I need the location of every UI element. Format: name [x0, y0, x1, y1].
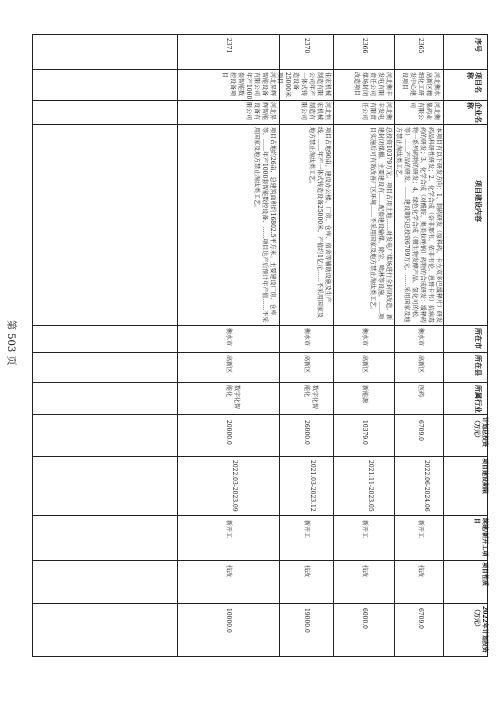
row-2366-nature2: 技改 [361, 565, 368, 578]
row-2366-plan: 6000.0 [361, 608, 368, 629]
row-divider [279, 34, 280, 657]
header-divider [443, 34, 444, 657]
col-divider [32, 382, 488, 383]
row-2370-seq: 2370 [303, 38, 310, 54]
row-2365-period: 2022.06-2024.06 [423, 460, 430, 512]
row-2370-plan: 19000.0 [303, 608, 310, 633]
row-2366-period: 2021.11-2023.05 [367, 460, 374, 512]
row-2365-nature2: 技改 [417, 565, 424, 578]
col-divider [32, 456, 488, 457]
row-2370-content: 项目占地90亩。建设办公楼、厂房、仓库、宿舍等辅助设施及生产线，……年产一体式铸造设备25000米，产值约1亿元……不采用国家及地方禁止淘汰类工艺。 [308, 127, 331, 318]
row-2370-company: 河北恒宏机械制造有限公司 [300, 102, 331, 121]
row-2370-city: 衡水市 [303, 328, 310, 347]
header-industry: 所属行业 [474, 385, 483, 413]
row-2370-county: 高新区 [303, 355, 310, 374]
header-city: 所在市 [474, 328, 483, 349]
row-2370-industry: 数字化智能化 [303, 385, 318, 410]
row-2365-company: 河北衡集药业有限公司 [409, 102, 440, 121]
row-2365-nature: 新开工 [417, 520, 424, 539]
row-2371-plan: 10000.0 [225, 608, 232, 633]
header-county: 所在县 [474, 355, 483, 376]
row-2371-industry: 数字化智能化 [225, 385, 240, 410]
row-2366-company: 河北衡丰发电有限责任公司 [361, 102, 392, 121]
row-2371-county: 高新区 [225, 355, 232, 374]
col-divider [32, 124, 488, 125]
table-border-bottom [32, 656, 488, 657]
row-2365-industry: 医药 [417, 385, 424, 398]
row-2371-nature: 新开工 [225, 520, 232, 539]
row-2365-content: 本项目有以下研发方向：1、制药研发（原料药、卡左双多巴缓释片）研发药品科研性研发；2、化学合成（奈非那韦、依非韦伦、恩替卡韦）抗病毒药的研发；3、化学合成（对酰胺、奥美拉唑钠）药物的合成研发：缓释药物一系列药物的研发；4、绿色化学合成（微生物发酵产品、氢化可的松等）……产品的研发，……建设期内总投资6709万元，……采用国家及地方禁止淘汰类工艺。 [395, 127, 442, 323]
table-border-left [32, 34, 33, 657]
row-2366-city: 衡水市 [361, 328, 368, 347]
row-2365-plan: 6709.0 [417, 608, 424, 629]
row-2366-county: 高新区 [361, 355, 368, 374]
header-nature-short: 项目性质 [481, 562, 488, 587]
row-2366-content: 总投资10379万元。项目占用土地……对发电厂煤场进行全封闭改造，新建封闭煤棚，主要建设有……配套建设输煤、除尘、喷淋等设施，……项目实施后可有效改善厂区环境……不采用国家及地方禁止淘汰类工艺。 [369, 127, 392, 321]
table-border-top [32, 34, 488, 35]
row-2366-nature: 新开工 [361, 520, 368, 539]
header-project-name: 项目名称 [466, 72, 483, 93]
row-2370-investment: 26000.0 [303, 420, 310, 445]
row-2365-investment: 6709.0 [417, 420, 424, 441]
row-divider [177, 34, 178, 657]
row-2366-seq: 2366 [361, 38, 368, 54]
header-period: 项目建设期限 [481, 458, 488, 495]
col-divider [32, 560, 488, 561]
row-2370-period: 2021.03-2023.12 [309, 460, 316, 512]
header-plan-2022: 2022年计划投资（万元） [473, 606, 488, 653]
header-company: 企业名称 [466, 102, 483, 123]
page-number: 第 503 页 [5, 320, 16, 366]
row-2371-nature2: 技改 [225, 565, 232, 578]
row-2371-content: 项目占地约26亩，总建筑面积约16802.5平方米。主要建设厂房、仓库等，……年产1000套智能数控设备，……项目达产后预计年产值……不采用国家及地方禁止淘汰类工艺。 [253, 127, 276, 323]
col-divider [32, 100, 488, 101]
row-2371-period: 2022.03-2023.09 [231, 460, 238, 512]
header-seq: 序号 [474, 38, 483, 52]
row-2371-city: 衡水市 [225, 328, 232, 347]
row-2371-company: 河北昇辉智能设备有限公司 [245, 102, 276, 121]
row-2371-project-name: 河北昇辉智能设备有限公司年产1000套智能数控设备项目 [221, 72, 276, 100]
row-2371-investment: 20000.0 [225, 420, 232, 445]
row-2365-city: 衡水市 [417, 328, 424, 347]
col-divider [32, 603, 488, 604]
row-2365-seq: 2365 [417, 38, 424, 54]
row-2365-project-name: 河北衡水高新区精细化工研发中心建设项目 [401, 72, 440, 97]
header-nature: 续建/新开工项目 [473, 518, 488, 557]
col-divider [32, 515, 488, 516]
col-divider [32, 69, 488, 70]
col-divider [32, 414, 488, 415]
row-2370-project-name: 佳宏机械制造有限公司年产一体式铸造设备25000米项目 [276, 72, 331, 98]
row-2366-investment: 10379.0 [361, 420, 368, 445]
row-2370-nature: 新开工 [303, 520, 310, 539]
row-2366-project-name: 河北衡丰发电有限责任公司煤场封闭改造项目 [353, 72, 392, 97]
header-content: 项目建设内容 [474, 180, 483, 222]
col-divider [32, 325, 488, 326]
row-2366-industry: 新能源 [361, 385, 368, 404]
header-investment: 计划总投资（万元） [473, 417, 488, 448]
row-2365-county: 高新区 [417, 355, 424, 374]
row-2371-seq: 2371 [225, 38, 232, 54]
row-2370-nature2: 技改 [303, 565, 310, 578]
